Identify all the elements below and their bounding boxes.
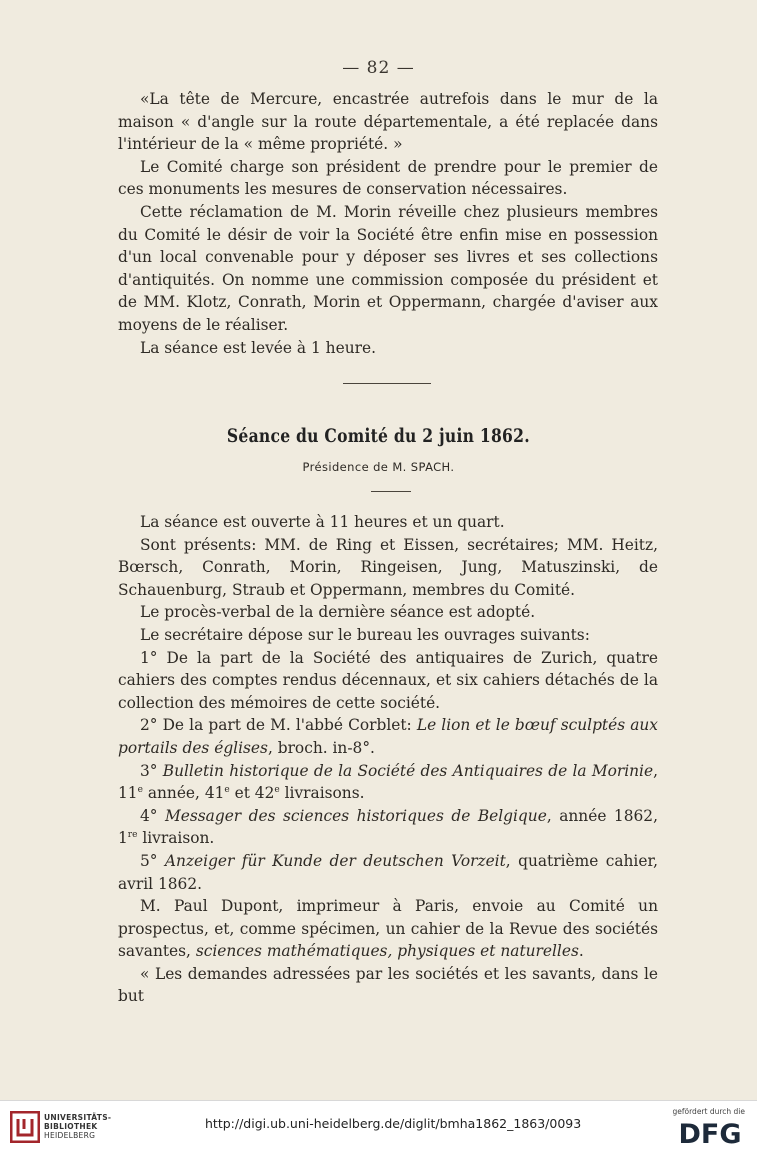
paragraph-presents: Sont présents: MM. de Ring et Eissen, secrétaires; MM. Heitz, Bœrsch, Conrath, Morin, Ringeisen, Jung, Matuszinski, de Schauenburg, Straub et Oppermann, membres du Comité. — [118, 535, 658, 599]
paragraph-quote: «La tête de Mercure, encastrée autrefois dans le mur de la maison « d'angle sur la route départementale, a été replacée dans l'intérieur de la « même propriété. » — [118, 90, 658, 154]
dfg-logo-icon[interactable] — [673, 1119, 747, 1147]
section-heading: Séance du Comité du 2 juin 1862. — [226, 425, 530, 447]
paragraph-ouverte: La séance est ouverte à 11 heures et un quart. — [140, 513, 505, 531]
heading-divider — [371, 491, 411, 492]
permalink-url[interactable]: http://digi.ub.uni-heidelberg.de/diglit/bmha1862_1863/0093 — [205, 1116, 582, 1131]
paragraph-levee: La séance est levée à 1 heure. — [140, 338, 376, 357]
paragraph-depose: Le secrétaire dépose sur le bureau les ouvrages suivants: — [140, 625, 590, 644]
title-messager-belgique: Messager des sciences historiques de Belgique — [165, 806, 547, 825]
paragraph-comite: Le Comité charge son président de prendre pour le premier de ces monuments les mesures de conservation nécessaires. — [118, 157, 658, 199]
list-item-5: 5° Anzeiger für Kunde der deutschen Vorzeit, quatrième cahier, avril 1862. — [118, 851, 659, 893]
title-lion-boeuf: Le lion et le bœuf sculptés aux portails des églises — [118, 716, 658, 757]
list-item-2: 2° De la part de M. l'abbé Corblet: Le lion et le bœuf sculptés aux portails des églises, broch. in-8°. — [118, 716, 658, 757]
svg-text:DFG: DFG — [678, 1119, 742, 1147]
list-item-3: 3° Bulletin historique de la Société des Antiquaires de la Morinie, 11e année, 41e et 42e livraisons. — [118, 761, 658, 803]
list-item-1: 1° De la part de la Société des antiquaires de Zurich, quatre cahiers des comptes rendus décennaux, et six cahiers détachés de la collection des mémoires de cette société. — [118, 648, 658, 712]
section-divider — [343, 383, 431, 384]
paragraph-reclamation: Cette réclamation de M. Morin réveille chez plusieurs membres du Comité le désir de voir la Société être enfin mise en possession d'un local convenable pour y déposer ses livres et ses collections d'antiquités. On nomme une commission composée du président et de MM. Klotz, Conrath, Morin et Oppermann, chargée d'aviser aux moyens de le réaliser. — [118, 202, 658, 334]
list-item-4: 4° Messager des sciences historiques de Belgique, année 1862, 1re livraison. — [118, 806, 658, 848]
paragraph-dupont: M. Paul Dupont, imprimeur à Paris, envoie au Comité un prospectus, et, comme spécimen, un cahier de la Revue des sociétés savantes, sciences mathématiques, physiques et naturelles. — [118, 897, 658, 961]
presidence-line: Présidence de M. SPACH. — [302, 460, 455, 474]
university-library-logo-icon[interactable] — [10, 1111, 40, 1143]
page-number: — 82 — — [342, 58, 415, 78]
text-block-seance — [118, 511, 658, 1008]
text-block-top — [118, 88, 658, 359]
dfg-caption: gefördert durch die — [672, 1107, 745, 1116]
title-anzeiger: Anzeiger für Kunde der deutschen Vorzeit — [164, 851, 506, 870]
viewer-footer — [0, 1100, 757, 1155]
university-library-name: UNIVERSITÄTS- BIBLIOTHEK HEIDELBERG — [44, 1113, 112, 1140]
paragraph-demandes: « Les demandes adressées par les sociétés et les savants, dans le but — [118, 964, 658, 1006]
title-revue-sciences: sciences mathématiques, physiques et naturelles — [195, 942, 579, 961]
paragraph-proces-verbal: Le procès-verbal de la dernière séance est adopté. — [140, 603, 536, 622]
title-bulletin-morinie: Bulletin historique de la Société des Antiquaires de la Morinie — [162, 761, 654, 780]
